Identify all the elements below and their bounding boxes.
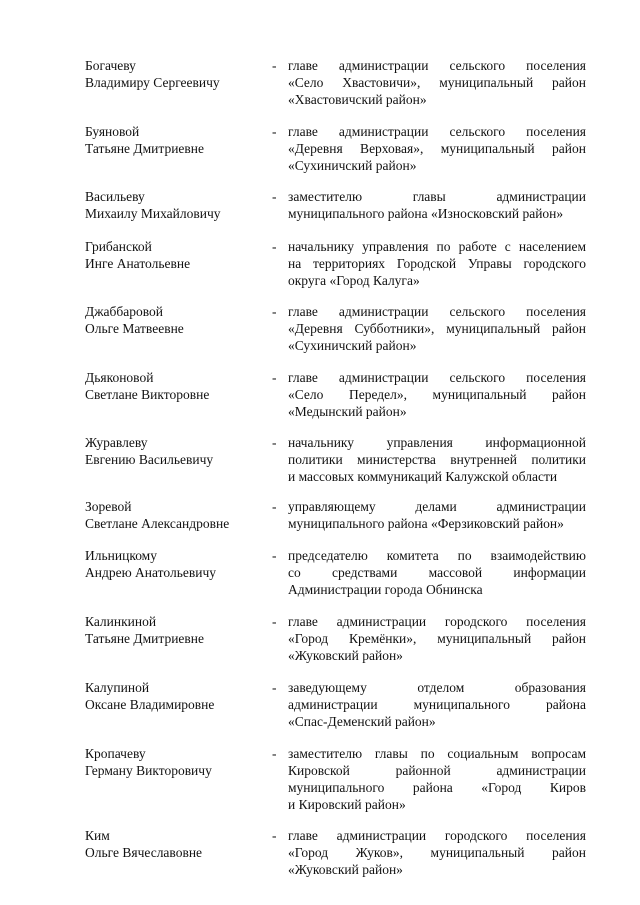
person-given-names: Евгению Васильевичу <box>85 452 214 467</box>
description-line: заместителю главы по социальным вопросам <box>288 746 586 761</box>
position-description <box>288 745 586 813</box>
position-description <box>288 369 586 420</box>
person-name <box>85 745 265 779</box>
list-dash: - <box>272 124 277 139</box>
description-line: со средствами массовой информации <box>288 565 586 580</box>
person-name <box>85 434 265 468</box>
description-line: управляющему делами администрации <box>288 499 586 514</box>
person-given-names: Владимиру Сергеевичу <box>85 75 220 90</box>
person-name <box>85 613 265 647</box>
person-name <box>85 238 265 272</box>
list-dash: - <box>272 239 277 254</box>
description-line: главе администрации сельского поселения <box>288 370 586 385</box>
person-surname: Кропачеву <box>85 746 146 761</box>
description-line: начальнику управления информационной <box>288 435 586 450</box>
description-line: «Сухиничский район» <box>288 338 417 353</box>
list-dash: - <box>272 680 277 695</box>
description-line: главе администрации городского поселения <box>288 614 586 629</box>
description-line: «Город Кремёнки», муниципальный район <box>288 631 586 646</box>
description-line: главе администрации городского поселения <box>288 828 586 843</box>
description-line: муниципального района «Ферзиковский район» <box>288 516 564 531</box>
person-surname: Ильницкому <box>85 548 157 563</box>
person-given-names: Ольге Матвеевне <box>85 321 184 336</box>
description-line: заместителю главы администрации <box>288 189 586 204</box>
description-line: «Жуковский район» <box>288 648 403 663</box>
list-dash: - <box>272 746 277 761</box>
list-dash: - <box>272 58 277 73</box>
person-name <box>85 303 265 337</box>
position-description <box>288 434 586 485</box>
person-surname: Калупиной <box>85 680 150 695</box>
position-description <box>288 57 586 108</box>
list-dash: - <box>272 548 277 563</box>
list-dash: - <box>272 370 277 385</box>
description-line: муниципального района «Износковский район» <box>288 206 564 221</box>
person-given-names: Оксане Владимировне <box>85 697 215 712</box>
description-line: Администрации города Обнинска <box>288 582 483 597</box>
person-given-names: Светлане Викторовне <box>85 387 210 402</box>
list-dash: - <box>272 189 277 204</box>
description-line: «Сухиничский район» <box>288 158 417 173</box>
person-name <box>85 679 265 713</box>
person-given-names: Инге Анатольевне <box>85 256 191 271</box>
person-surname: Богачеву <box>85 58 136 73</box>
description-line: главе администрации сельского поселения <box>288 58 586 73</box>
description-line: заведующему отделом образования <box>288 680 586 695</box>
person-given-names: Михаилу Михайловичу <box>85 206 221 221</box>
position-description <box>288 827 586 878</box>
person-name <box>85 498 265 532</box>
person-given-names: Ольге Вячеславовне <box>85 845 203 860</box>
person-given-names: Татьяне Дмитриевне <box>85 631 205 646</box>
position-description <box>288 679 586 730</box>
description-line: «Хвастовичский район» <box>288 92 427 107</box>
person-surname: Буяновой <box>85 124 140 139</box>
position-description <box>288 303 586 354</box>
description-line: и Кировский район» <box>288 797 406 812</box>
description-line: «Село Передел», муниципальный район <box>288 387 586 402</box>
list-dash: - <box>272 499 277 514</box>
description-line: «Жуковский район» <box>288 862 403 877</box>
description-line: «Село Хвастовичи», муниципальный район <box>288 75 586 90</box>
description-line: «Спас-Деменский район» <box>288 714 436 729</box>
position-description <box>288 613 586 664</box>
description-line: «Медынский район» <box>288 404 407 419</box>
description-line: «Город Жуков», муниципальный район <box>288 845 586 860</box>
person-surname: Грибанской <box>85 239 152 254</box>
position-description <box>288 123 586 174</box>
list-dash: - <box>272 614 277 629</box>
person-name <box>85 369 265 403</box>
person-name <box>85 827 265 861</box>
person-given-names: Андрею Анатольевичу <box>85 565 216 580</box>
description-line: Кировской районной администрации <box>288 763 586 778</box>
description-line: главе администрации сельского поселения <box>288 124 586 139</box>
person-surname: Ким <box>85 828 110 843</box>
position-description <box>288 238 586 289</box>
description-line: администрации муниципального района <box>288 697 586 712</box>
person-surname: Васильеву <box>85 189 145 204</box>
person-name <box>85 57 265 91</box>
description-line: председателю комитета по взаимодействию <box>288 548 586 563</box>
description-line: округа «Город Калуга» <box>288 273 420 288</box>
description-line: «Деревня Субботники», муниципальный район <box>288 321 586 336</box>
list-dash: - <box>272 435 277 450</box>
person-name <box>85 188 265 222</box>
person-name <box>85 123 265 157</box>
person-name <box>85 547 265 581</box>
person-given-names: Герману Викторовичу <box>85 763 212 778</box>
position-description <box>288 498 586 532</box>
description-line: начальнику управления по работе с населением <box>288 239 586 254</box>
description-line: политики министерства внутренней политики <box>288 452 586 467</box>
person-surname: Дьяконовой <box>85 370 154 385</box>
position-description <box>288 188 586 222</box>
person-surname: Джаббаровой <box>85 304 164 319</box>
position-description <box>288 547 586 598</box>
person-given-names: Светлане Александровне <box>85 516 230 531</box>
list-dash: - <box>272 828 277 843</box>
description-line: на территориях Городской Управы городского <box>288 256 586 271</box>
person-surname: Зоревой <box>85 499 132 514</box>
description-line: главе администрации сельского поселения <box>288 304 586 319</box>
person-given-names: Татьяне Дмитриевне <box>85 141 205 156</box>
person-surname: Журавлеву <box>85 435 148 450</box>
description-line: «Деревня Верховая», муниципальный район <box>288 141 586 156</box>
description-line: муниципального района «Город Киров <box>288 780 586 795</box>
list-dash: - <box>272 304 277 319</box>
person-surname: Калинкиной <box>85 614 157 629</box>
description-line: и массовых коммуникаций Калужской области <box>288 469 558 484</box>
